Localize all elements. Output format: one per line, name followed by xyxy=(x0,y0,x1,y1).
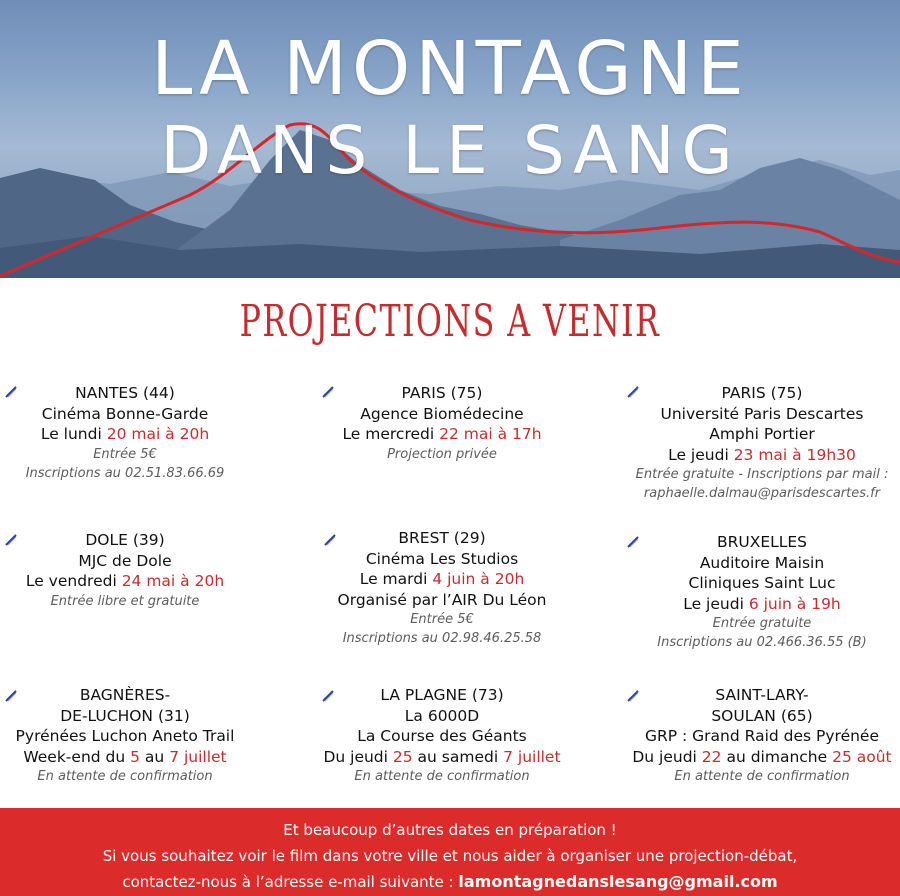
footer-line-3 xyxy=(0,869,900,895)
event-brest xyxy=(292,528,592,648)
event-registration: Inscriptions au 02.466.36.55 (B) xyxy=(657,635,867,650)
event-date: 6 juin à 19h xyxy=(748,594,841,613)
event-registration: Inscriptions au 02.51.83.66.69 xyxy=(25,465,225,481)
footer-line-2: Si vous souhaitez voir le film dans votre ville et nous aider à organiser une projection-débat, xyxy=(102,847,798,865)
event-bruxelles xyxy=(612,532,900,652)
event-date-mid: au samedi xyxy=(412,747,504,766)
event-entry: Projection privée xyxy=(387,446,497,462)
event-date: 20 mai à 20h xyxy=(106,425,210,443)
event-bagneres-de-luchon xyxy=(0,685,275,786)
event-date-prefix: Le vendredi xyxy=(25,572,122,590)
event-venue: MJC de Dole xyxy=(78,551,172,570)
event-date-prefix: Le jeudi xyxy=(683,594,749,613)
event-entry: En attente de confirmation xyxy=(37,769,213,784)
event-date-prefix: Week-end du xyxy=(23,747,131,766)
event-city: BAGNÈRES- xyxy=(79,686,171,704)
footer-line-1: Et beaucoup d’autres dates en préparation ! xyxy=(283,821,617,839)
event-registration: Inscriptions au 02.98.46.25.58 xyxy=(342,631,542,646)
event-venue: Auditoire Maisin xyxy=(699,553,825,572)
footer-contact-text: contactez-nous à l’adresse e-mail suivante : xyxy=(122,873,459,891)
event-entry: Entrée 5€ xyxy=(93,446,157,462)
event-city: SAINT-LARY- xyxy=(715,686,809,704)
event-entry: En attente de confirmation xyxy=(674,769,850,784)
event-date: 24 mai à 20h xyxy=(121,572,225,590)
event-date-line xyxy=(612,594,900,615)
event-date-start: 25 xyxy=(392,747,413,766)
event-date-end: 25 août xyxy=(832,747,892,766)
event-organizer: Organisé par l’AIR Du Léon xyxy=(337,590,547,609)
contact-email-link[interactable]: lamontagnedanslesang@gmail.com xyxy=(458,872,778,891)
event-date: 23 mai à 19h30 xyxy=(733,445,856,464)
event-paris-biomedecine xyxy=(292,383,592,464)
banner xyxy=(0,0,900,278)
event-dole xyxy=(0,530,275,611)
event-entry: En attente de confirmation xyxy=(354,769,530,784)
event-date-line xyxy=(0,424,275,445)
event-city: BREST (29) xyxy=(398,529,486,547)
title-line-2: DANS LE SANG xyxy=(160,112,740,189)
event-city-cont: DE-LUCHON (31) xyxy=(60,706,190,725)
event-date-prefix: Le mercredi xyxy=(342,425,440,443)
event-date-start: 5 xyxy=(130,747,140,766)
event-venue-detail: Cliniques Saint Luc xyxy=(688,574,836,592)
event-date-prefix: Du jeudi xyxy=(323,747,393,766)
event-venue: Agence Biomédecine xyxy=(360,404,524,423)
event-date-mid: au dimanche xyxy=(721,747,833,766)
event-date-start: 22 xyxy=(701,747,722,766)
event-city: LA PLAGNE (73) xyxy=(380,686,504,704)
event-venue: GRP : Grand Raid des Pyrénée xyxy=(644,727,880,745)
event-entry: Entrée gratuite xyxy=(712,616,812,631)
event-date-line xyxy=(612,445,900,466)
event-city-cont: SOULAN (65) xyxy=(711,706,813,725)
event-venue-detail: Amphi Portier xyxy=(709,425,815,443)
event-venue-detail: La Course des Géants xyxy=(357,727,527,745)
section-heading: PROJECTIONS A VENIR xyxy=(239,296,661,347)
event-date-prefix: Le lundi xyxy=(40,425,107,443)
event-entry: Entrée gratuite - Inscriptions par mail : xyxy=(635,467,889,482)
event-city: PARIS (75) xyxy=(401,384,483,402)
event-date-mid: au xyxy=(140,747,170,766)
event-date-prefix: Le mardi xyxy=(359,570,433,588)
event-nantes xyxy=(0,383,275,483)
event-entry: Entrée 5€ xyxy=(410,612,474,627)
event-date-line xyxy=(292,569,592,590)
event-venue: Pyrénées Luchon Aneto Trail xyxy=(15,727,235,745)
event-city: BRUXELLES xyxy=(716,533,808,551)
event-venue: Université Paris Descartes xyxy=(660,404,864,423)
event-date-end: 7 juillet xyxy=(503,747,561,766)
event-venue: Cinéma Les Studios xyxy=(365,549,519,568)
event-registration-email[interactable]: raphaelle.dalmau@parisdescartes.fr xyxy=(643,486,881,501)
event-entry: Entrée libre et gratuite xyxy=(50,593,200,609)
event-date-end: 7 juillet xyxy=(169,747,227,766)
title-line-1: LA MONTAGNE xyxy=(151,26,749,112)
event-date: 4 juin à 20h xyxy=(432,570,525,588)
event-venue: La 6000D xyxy=(404,706,480,725)
event-date-line xyxy=(0,747,275,768)
event-date-line xyxy=(612,747,900,768)
event-city: DOLE (39) xyxy=(85,531,165,549)
event-date-prefix: Le jeudi xyxy=(668,445,734,464)
event-paris-descartes xyxy=(612,383,900,503)
event-city: NANTES (44) xyxy=(75,384,175,402)
event-date-line xyxy=(0,571,275,592)
event-saint-lary-soulan xyxy=(612,685,900,786)
event-city: PARIS (75) xyxy=(721,384,803,402)
event-date-line xyxy=(292,747,592,768)
event-date-line xyxy=(292,424,592,445)
event-venue: Cinéma Bonne-Garde xyxy=(41,404,209,423)
event-date: 22 mai à 17h xyxy=(439,425,542,443)
event-date-prefix: Du jeudi xyxy=(632,747,702,766)
event-la-plagne xyxy=(292,685,592,786)
footer-banner xyxy=(0,808,900,896)
